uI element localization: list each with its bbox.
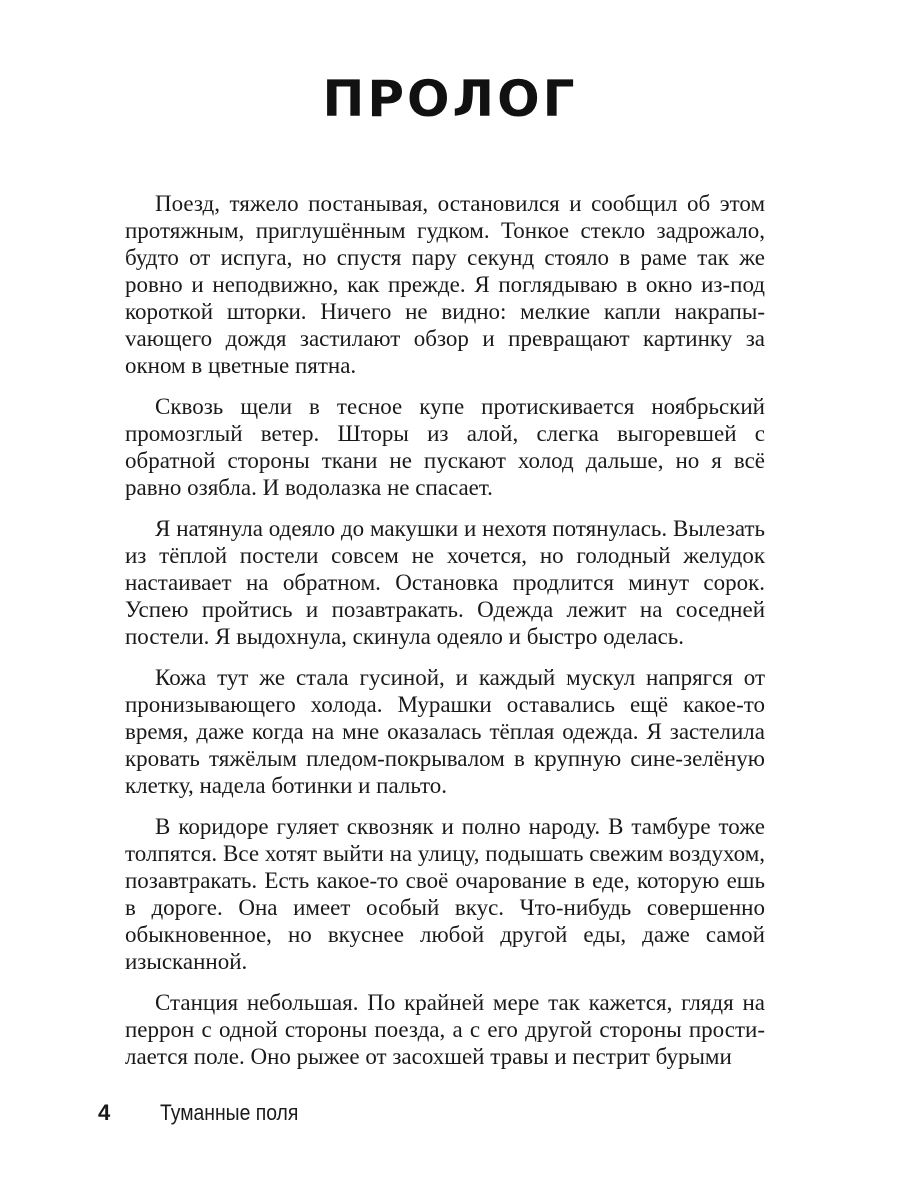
paragraph-6: Станция небольшая. По крайней мере так кажется, глядя на перрон с одной стороны поезда, а с его другой стороны простилается поле. Оно рыжее от засохшей травы и пестрит бурыми xyxy=(125,990,765,1069)
page-number: 4 xyxy=(98,1100,111,1125)
chapter-title: ПРОЛОГ xyxy=(322,70,578,128)
paragraph-4: Кожа тут же стала гусиной, и каждый мускул напрягся от пронизывающего холода. Мурашки оставались ещё какое-то время, даже когда на мне оказалась тёплая одежда. Я застелила кровать тяжёлым пледом-покрывалом в крупную сине-зелёную клетку, надела ботинки и пальто. xyxy=(125,665,765,798)
paragraph-1: Поезд, тяжело постанывая, остановился и сообщил об этом протяжным, приглушённым гудком. Тонкое стекло задрожало, будто от испуга, но спустя пару секунд стояло в раме так же ровно и неподвижно, как прежде. Я поглядываю в окно из-под короткой шторки. Ничего не видно: мелкие капли накрапыvающего дождя застилают обзор и превращают картинку за окном в цветные пятна. xyxy=(125,191,765,378)
paragraph-2: Сквозь щели в тесное купе протискивается ноябрьский промозглый ветер. Шторы из алой, слегка выгоревшей с обратной стороны ткани не пускают холод дальше, но я всё равно озябла. И водолазка не спасает. xyxy=(125,394,765,500)
page-footer xyxy=(98,1100,317,1126)
running-head-book-title: Туманные поля xyxy=(160,1100,299,1125)
chapter-body xyxy=(125,190,765,1084)
paragraph-3: Я натянула одеяло до макушки и нехотя потянулась. Вылезать из тёплой постели совсем не хочется, но голодный желудок настаивает на обратном. Остановка продлится минут сорок. Успею пройтись и позавтракать. Одежда лежит на соседней постели. Я выдохнула, скинула одеяло и быстро оделась. xyxy=(125,516,765,649)
paragraph-5: В коридоре гуляет сквозняк и полно народу. В тамбуре тоже толпятся. Все хотят выйти на улицу, подышать свежим воздухом, позавтракать. Есть какое-то своё очарование в еде, которую ешь в дороге. Она имеет особый вкус. Что-нибудь совершенно обыкновенное, но вкуснее любой другой еды, даже самой изысканной. xyxy=(125,814,765,974)
